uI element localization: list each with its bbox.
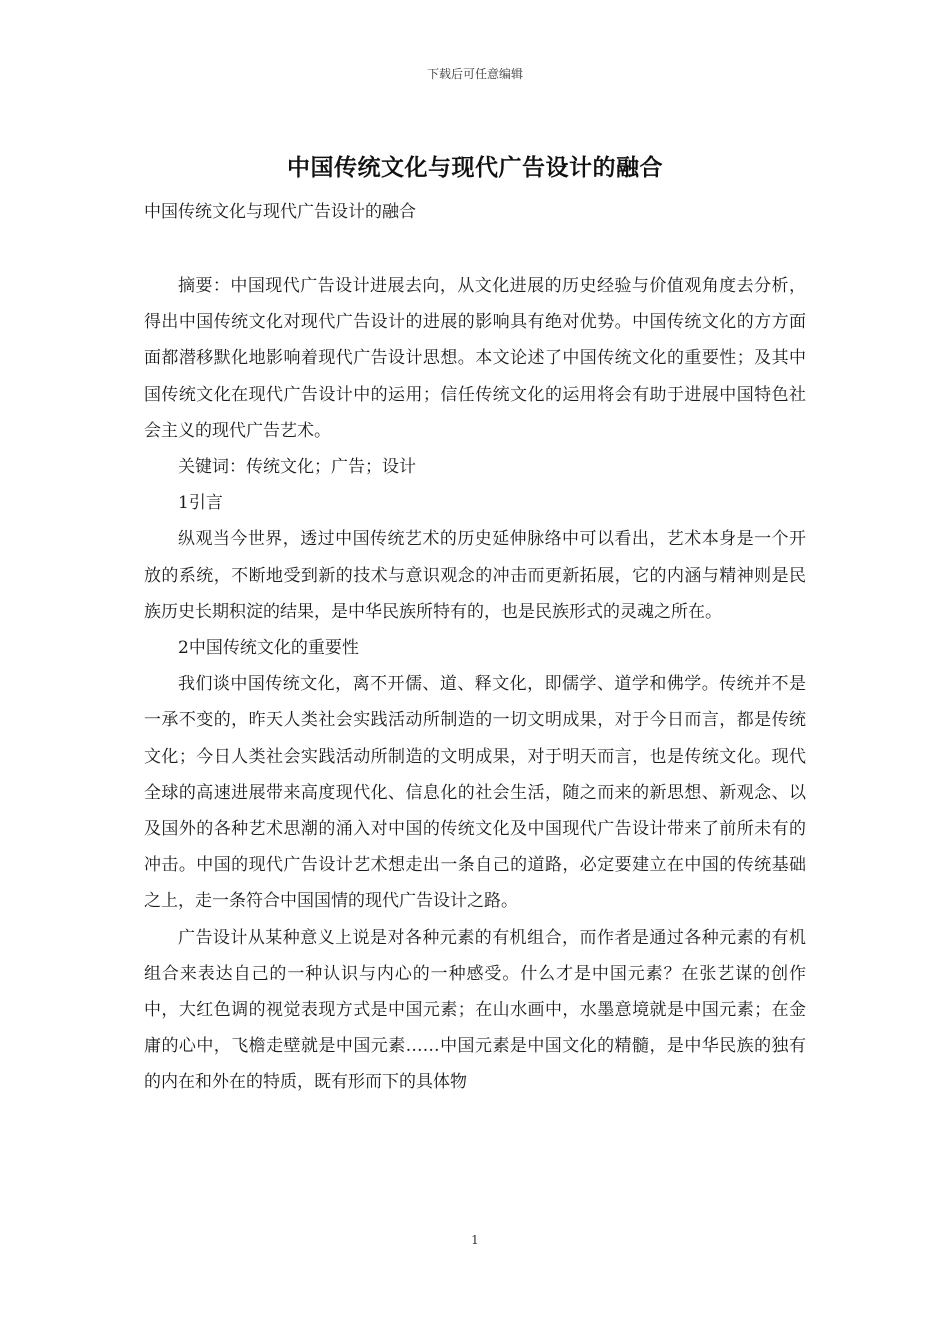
section-heading-importance: 2中国传统文化的重要性 <box>178 638 359 659</box>
document-body <box>144 268 806 1101</box>
body-paragraph: 纵观当今世界，透过中国传统艺术的历史延伸脉络中可以看出，艺术本身是一个开放的系统，不断地受到新的技术与意识观念的冲击而更新拓展，它的内涵与精神则是民族历史长期积淀的结果，是中华民族所特有的，也是民族形式的灵魂之所在。 <box>144 529 806 622</box>
keywords-paragraph: 关键词：传统文化；广告；设计 <box>178 457 416 478</box>
abstract-paragraph: 摘要：中国现代广告设计进展去向，从文化进展的历史经验与价值观角度去分析，得出中国传统文化对现代广告设计的进展的影响具有绝对优势。中国传统文化的方方面面都潜移默化地影响着现代广告设计思想。本文论述了中国传统文化的重要性；及其中国传统文化在现代广告设计中的运用；信任传统文化的运用将会有助于进展中国特色社会主义的现代广告艺术。 <box>144 276 806 441</box>
document-subtitle: 中国传统文化与现代广告设计的融合 <box>144 202 416 222</box>
page-number: 1 <box>471 1233 479 1247</box>
document-title: 中国传统文化与现代广告设计的融合 <box>287 154 663 181</box>
header-note: 下载后可任意编辑 <box>426 67 523 81</box>
body-paragraph: 我们谈中国传统文化，离不开儒、道、释文化，即儒学、道学和佛学。传统并不是一承不变的，昨天人类社会实践活动所制造的一切文明成果，对于今日而言，都是传统文化；今日人类社会实践活动所制造的文明成果，对于明天而言，也是传统文化。现代全球的高速进展带来高度现代化、信息化的社会生活，随之而来的新思想、新观念、以及国外的各种艺术思潮的涌入对中国的传统文化及中国现代广告设计带来了前所未有的冲击。中国的现代广告设计艺术想走出一条自己的道路，必定要建立在中国的传统基础之上，走一条符合中国国情的现代广告设计之路。 <box>144 674 806 912</box>
section-heading-introduction: 1引言 <box>178 493 223 514</box>
body-paragraph: 广告设计从某种意义上说是对各种元素的有机组合，而作者是通过各种元素的有机组合来表达自己的一种认识与内心的一种感受。什么才是中国元素？在张艺谋的创作中，大红色调的视觉表现方式是中国元素；在山水画中，水墨意境就是中国元素；在金庸的心中，飞檐走壁就是中国元素……中国元素是中国文化的精髓，是中华民族的独有的内在和外在的特质，既有形而下的具体物 <box>144 927 806 1093</box>
